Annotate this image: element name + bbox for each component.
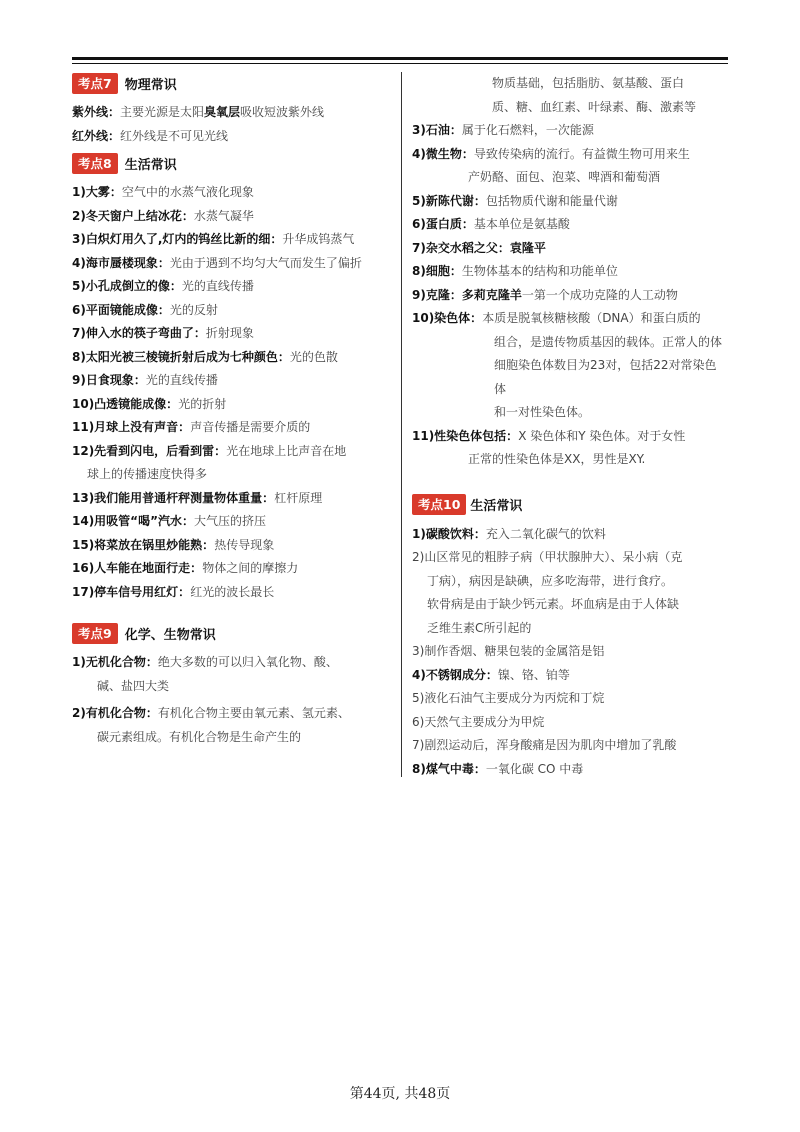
list-item-continuation: 质、糖、血红素、叶绿素、酶、激素等 (492, 99, 697, 114)
section-badge: 考点7 (72, 73, 118, 94)
list-item: 11)月球上没有声音：声音传播是需要介质的 (72, 420, 311, 434)
list-item-continuation: 和一对性染色体。 (494, 405, 591, 419)
left-column (72, 72, 390, 749)
list-item: 6)天然气主要成分为甲烷 (412, 714, 545, 729)
list-item: 1)大雾：空气中的水蒸气液化现象 (72, 185, 254, 199)
list-item: 3)白炽灯用久了,灯内的钨丝比新的细：升华成钨蒸气 (72, 232, 355, 246)
list-item: 紫外线：主要光源是太阳臭氧层吸收短波紫外线 (72, 105, 325, 119)
list-item: 9)克隆：多莉克隆羊一第一个成功克隆的人工动物 (412, 287, 678, 302)
list-item: 8)太阳光被三棱镜折射后成为七种颜色：光的色散 (72, 349, 338, 364)
list-item: 12)先看到闪电，后看到雷：光在地球上比声音在地 (72, 443, 347, 458)
column-divider (401, 72, 402, 777)
section-badge: 考点8 (72, 153, 118, 174)
section-7-header (72, 72, 390, 94)
list-item-continuation: 组合，是遗传物质基因的载体。正常人的体 (494, 334, 723, 349)
list-item: 2)冬天窗户上结冰花：水蒸气凝华 (72, 208, 254, 223)
list-item-continuation: 丁病），病因是缺碘，应多吃海带，进行食疗。 (427, 573, 674, 588)
page-footer: 第44页, 共48页 (349, 1086, 451, 1102)
list-item: 14)用吸管“喝”汽水：大气压的挤压 (72, 514, 266, 528)
list-item: 17)停车信号用红灯：红光的波长最长 (72, 584, 275, 599)
list-item-continuation: 球上的传播速度快得多 (87, 467, 208, 481)
section-8-header (72, 152, 390, 174)
section-title: 生活常识 (124, 157, 177, 173)
list-item: 2)有机化合物：有机化合物主要由氧元素、氢元素、 (72, 706, 350, 720)
list-item-continuation: 软骨病是由于缺少钙元素。坏血病是由于人体缺 (427, 597, 680, 611)
list-item: 6)平面镜能成像：光的反射 (72, 302, 218, 317)
list-item: 11)性染色体包括：X 染色体和Y 染色体。对于女性 (412, 428, 686, 443)
list-item: 6)蛋白质：基本单位是氨基酸 (412, 217, 570, 231)
list-item: 3)制作香烟、糖果包装的金属箔是铝 (412, 644, 605, 658)
list-item: 1)碳酸饮料：充入二氧化碳气的饮料 (412, 526, 606, 541)
list-item: 5)小孔成倒立的像：光的直线传播 (72, 279, 254, 293)
list-item: 1)无机化合物：绝大多数的可以归入氧化物、酸、 (72, 655, 338, 669)
list-item: 10)凸透镜能成像：光的折射 (72, 396, 227, 411)
list-item: 7)杂交水稻之父：袁隆平 (412, 240, 546, 255)
list-item: 8)煤气中毒：一氧化碳 CO 中毒 (412, 761, 584, 776)
list-item-continuation: 细胞染色体数目为23对，包括22对常染色体 (494, 358, 717, 396)
list-item-continuation: 碱、盐四大类 (97, 678, 170, 693)
section-title: 物理常识 (124, 77, 177, 93)
list-item: 4)微生物：导致传染病的流行。有益微生物可用来生 (412, 146, 690, 161)
list-item: 4)不锈钢成分：镍、铬、铂等 (412, 667, 570, 682)
list-item: 7)伸入水的筷子弯曲了：折射现象 (72, 326, 254, 340)
list-item: 7)剧烈运动后，浑身酸痛是因为肌肉中增加了乳酸 (412, 738, 677, 752)
list-item: 5)液化石油气主要成分为丙烷和丁烷 (412, 691, 605, 705)
header-rule-thin (72, 63, 728, 64)
list-item: 9)日食现象：光的直线传播 (72, 373, 218, 387)
section-title: 化学、生物常识 (124, 627, 216, 643)
section-badge: 考点9 (72, 623, 118, 644)
list-item-continuation: 碳元素组成。有机化合物是生命产生的 (97, 729, 302, 744)
section-badge: 考点10 (412, 494, 466, 515)
list-item: 8)细胞：生物体基本的结构和功能单位 (412, 264, 618, 278)
list-item: 红外线：红外线是不可见光线 (72, 128, 229, 143)
section-title: 生活常识 (470, 499, 523, 514)
list-item: 3)石油：属于化石燃料，一次能源 (412, 123, 594, 137)
right-column (412, 72, 728, 781)
list-item: 13)我们能用普通杆秤测量物体重量：杠杆原理 (72, 490, 323, 505)
list-item-continuation: 物质基础，包括脂肪、氨基酸、蛋白 (492, 76, 685, 90)
list-item-continuation: 乏维生素C所引起的 (427, 620, 532, 635)
list-item: 15)将菜放在锅里炒能熟：热传导现象 (72, 537, 275, 552)
list-item-continuation: 产奶酪、面包、泡菜、啤酒和葡萄酒 (468, 170, 661, 184)
list-item: 10)染色体：本质是脱氧核糖核酸（DNA）和蛋白质的 (412, 311, 701, 325)
list-item-continuation: 正常的性染色体是XX，男性是XY. (468, 452, 646, 466)
list-item: 16)人车能在地面行走：物体之间的摩擦力 (72, 561, 299, 575)
list-item: 2)山区常见的粗脖子病（甲状腺肿大）、呆小病（克 (412, 550, 683, 564)
section-9-header (72, 622, 390, 644)
list-item: 5)新陈代谢：包括物质代谢和能量代谢 (412, 193, 618, 208)
header-rule-thick (72, 57, 728, 60)
list-item: 4)海市蜃楼现象：光由于遇到不均匀大气而发生了偏折 (72, 255, 362, 270)
section-10-header (412, 494, 728, 516)
